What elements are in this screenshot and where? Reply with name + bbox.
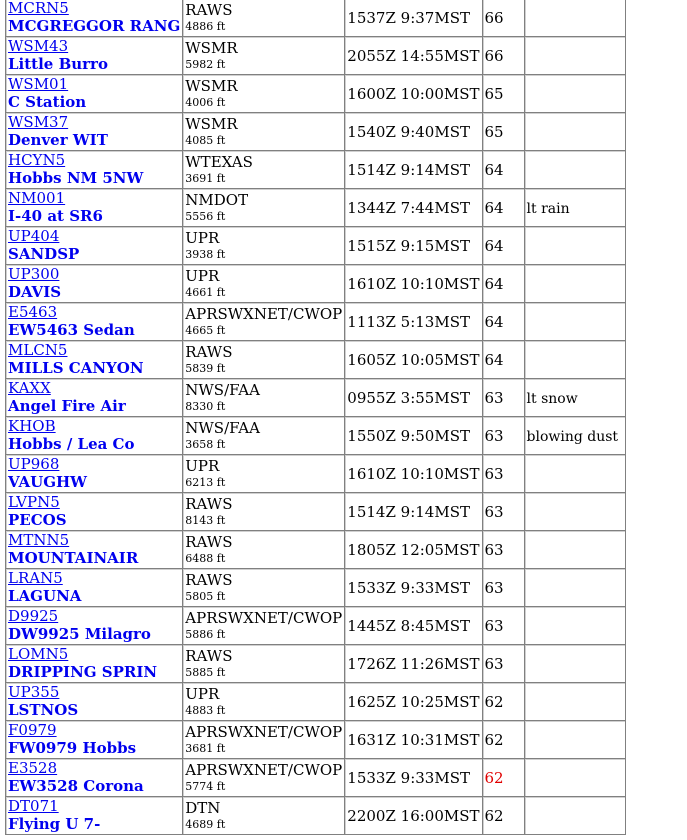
value-text: 64 (484, 351, 504, 369)
station-cell (6, 569, 183, 607)
network-cell (183, 759, 345, 797)
value-text: 66 (484, 9, 504, 27)
network-name: APRSWXNET/CWOP (185, 760, 343, 779)
station-id-link[interactable]: MTNN5 (8, 531, 70, 549)
network-cell (183, 0, 345, 37)
station-name: PECOS (8, 511, 67, 529)
weather-cell (525, 455, 626, 493)
station-cell (6, 645, 183, 683)
station-elevation: 5886 ft (185, 627, 226, 641)
value-cell (483, 265, 525, 303)
observations-table (5, 0, 626, 835)
station-elevation: 8330 ft (185, 399, 226, 413)
station-cell (6, 113, 183, 151)
weather-cell (525, 645, 626, 683)
observation-time (345, 683, 482, 721)
network-name: RAWS (185, 342, 233, 361)
observation-time (345, 113, 482, 151)
value-cell (483, 151, 525, 189)
time-text: 1515Z 9:15MST (347, 237, 470, 255)
time-text: 1726Z 11:26MST (347, 655, 480, 673)
station-name: EW3528 Corona (8, 777, 144, 795)
network-name: RAWS (185, 532, 233, 551)
station-row (6, 227, 626, 265)
weather-cell (525, 0, 626, 37)
station-id-link[interactable]: F0979 (8, 721, 57, 739)
station-row (6, 493, 626, 531)
network-cell (183, 37, 345, 75)
station-id-link[interactable]: WSM43 (8, 37, 69, 55)
time-text: 1344Z 7:44MST (347, 199, 470, 217)
station-elevation: 5556 ft (185, 209, 226, 223)
value-text: 64 (484, 237, 504, 255)
time-text: 1514Z 9:14MST (347, 161, 470, 179)
value-text: 63 (484, 617, 504, 635)
time-text: 1610Z 10:10MST (347, 465, 480, 483)
network-name: NWS/FAA (185, 380, 260, 399)
observation-time (345, 151, 482, 189)
time-text: 1540Z 9:40MST (347, 123, 470, 141)
network-name: APRSWXNET/CWOP (185, 608, 343, 627)
network-name: RAWS (185, 570, 233, 589)
weather-cell (525, 113, 626, 151)
weather-text: blowing dust (526, 429, 619, 445)
value-cell (483, 417, 525, 455)
time-text: 1537Z 9:37MST (347, 9, 470, 27)
station-id-link[interactable]: UP968 (8, 455, 60, 473)
station-id-link[interactable]: DT071 (8, 797, 59, 815)
station-elevation: 4883 ft (185, 703, 226, 717)
station-id-link[interactable]: E5463 (8, 303, 58, 321)
station-elevation: 3681 ft (185, 741, 226, 755)
weather-cell (525, 531, 626, 569)
value-text: 63 (484, 427, 504, 445)
observation-time (345, 493, 482, 531)
value-cell (483, 379, 525, 417)
time-text: 2055Z 14:55MST (347, 47, 480, 65)
station-name: LAGUNA (8, 587, 82, 605)
station-id-link[interactable]: WSM01 (8, 75, 69, 93)
value-cell (483, 37, 525, 75)
network-name: UPR (185, 266, 220, 285)
station-elevation: 5982 ft (185, 57, 226, 71)
station-row (6, 569, 626, 607)
observations-body (6, 0, 626, 835)
network-cell (183, 303, 345, 341)
station-id-link[interactable]: NM001 (8, 189, 66, 207)
station-row (6, 683, 626, 721)
station-cell (6, 455, 183, 493)
station-cell (6, 607, 183, 645)
station-name: VAUGHW (8, 473, 88, 491)
weather-text: lt snow (526, 391, 578, 407)
station-elevation: 5805 ft (185, 589, 226, 603)
network-name: RAWS (185, 646, 233, 665)
station-cell (6, 151, 183, 189)
station-cell (6, 721, 183, 759)
network-cell (183, 379, 345, 417)
station-name: SANDSP (8, 245, 80, 263)
value-cell (483, 113, 525, 151)
weather-cell (525, 797, 626, 835)
observation-time (345, 569, 482, 607)
station-row (6, 265, 626, 303)
network-cell (183, 455, 345, 493)
value-cell (483, 797, 525, 835)
station-name: MILLS CANYON (8, 359, 144, 377)
weather-cell (525, 607, 626, 645)
station-row (6, 113, 626, 151)
observation-time (345, 303, 482, 341)
station-name: Flying U 7- (8, 815, 101, 833)
weather-cell (525, 265, 626, 303)
value-text: 63 (484, 579, 504, 597)
network-cell (183, 75, 345, 113)
station-row (6, 341, 626, 379)
station-row (6, 379, 626, 417)
station-cell (6, 531, 183, 569)
network-cell (183, 797, 345, 835)
station-elevation: 4886 ft (185, 19, 226, 33)
network-name: WTEXAS (185, 152, 253, 171)
time-text: 1600Z 10:00MST (347, 85, 480, 103)
station-row (6, 0, 626, 37)
network-name: RAWS (185, 494, 233, 513)
observation-time (345, 37, 482, 75)
station-name: I-40 at SR6 (8, 207, 103, 225)
station-name: Angel Fire Air (8, 397, 126, 415)
network-cell (183, 265, 345, 303)
value-text: 66 (484, 47, 504, 65)
value-cell (483, 303, 525, 341)
value-text: 63 (484, 655, 504, 673)
station-name: DAVIS (8, 283, 62, 301)
observation-time (345, 531, 482, 569)
station-name: DW9925 Milagro (8, 625, 151, 643)
station-id-link[interactable]: WSM37 (8, 113, 69, 131)
station-row (6, 607, 626, 645)
station-id-link[interactable]: LOMN5 (8, 645, 69, 663)
station-elevation: 5839 ft (185, 361, 226, 375)
station-row (6, 37, 626, 75)
time-text: 2200Z 16:00MST (347, 807, 480, 825)
weather-cell (525, 569, 626, 607)
station-name: EW5463 Sedan (8, 321, 135, 339)
weather-cell (525, 341, 626, 379)
observation-time (345, 455, 482, 493)
station-elevation: 5885 ft (185, 665, 226, 679)
network-cell (183, 721, 345, 759)
station-row (6, 455, 626, 493)
network-name: APRSWXNET/CWOP (185, 304, 343, 323)
network-cell (183, 151, 345, 189)
network-cell (183, 569, 345, 607)
network-name: WSMR (185, 114, 238, 133)
station-elevation: 4085 ft (185, 133, 226, 147)
weather-cell (525, 75, 626, 113)
station-elevation: 5774 ft (185, 779, 226, 793)
value-cell (483, 531, 525, 569)
station-id-link[interactable]: MCRN5 (8, 0, 69, 17)
station-cell (6, 797, 183, 835)
weather-cell (525, 683, 626, 721)
observation-time (345, 797, 482, 835)
value-cell (483, 0, 525, 37)
network-name: WSMR (185, 38, 238, 57)
value-cell (483, 759, 525, 797)
time-text: 1533Z 9:33MST (347, 769, 470, 787)
value-cell (483, 569, 525, 607)
network-name: NWS/FAA (185, 418, 260, 437)
network-cell (183, 493, 345, 531)
station-cell (6, 75, 183, 113)
station-row (6, 151, 626, 189)
network-cell (183, 607, 345, 645)
weather-cell (525, 493, 626, 531)
time-text: 1533Z 9:33MST (347, 579, 470, 597)
observation-time (345, 759, 482, 797)
weather-cell (525, 189, 626, 227)
station-name: FW0979 Hobbs (8, 739, 137, 757)
time-text: 1550Z 9:50MST (347, 427, 470, 445)
value-text: 62 (484, 693, 504, 711)
observation-time (345, 227, 482, 265)
value-text: 62 (484, 731, 504, 749)
station-elevation: 6213 ft (185, 475, 226, 489)
value-text: 62 (484, 807, 504, 825)
time-text: 0955Z 3:55MST (347, 389, 470, 407)
station-name: MOUNTAINAIR (8, 549, 139, 567)
station-elevation: 4006 ft (185, 95, 226, 109)
network-name: DTN (185, 798, 221, 817)
observation-time (345, 189, 482, 227)
network-name: NMDOT (185, 190, 249, 209)
value-text: 63 (484, 389, 504, 407)
station-name: Denver WIT (8, 131, 108, 149)
time-text: 1631Z 10:31MST (347, 731, 480, 749)
time-text: 1805Z 12:05MST (347, 541, 480, 559)
value-cell (483, 721, 525, 759)
station-name: LSTNOS (8, 701, 79, 719)
station-row (6, 417, 626, 455)
station-cell (6, 227, 183, 265)
station-cell (6, 37, 183, 75)
observation-time (345, 645, 482, 683)
station-cell (6, 303, 183, 341)
station-row (6, 75, 626, 113)
value-text: 64 (484, 161, 504, 179)
value-text: 62 (484, 769, 504, 787)
time-text: 1113Z 5:13MST (347, 313, 470, 331)
station-id-link[interactable]: UP404 (8, 227, 60, 245)
station-row (6, 797, 626, 835)
network-cell (183, 189, 345, 227)
station-id-link[interactable]: UP355 (8, 683, 60, 701)
station-cell (6, 341, 183, 379)
network-name: UPR (185, 684, 220, 703)
station-id-link[interactable]: HCYN5 (8, 151, 66, 169)
network-cell (183, 417, 345, 455)
observation-time (345, 0, 482, 37)
station-row (6, 721, 626, 759)
station-id-link[interactable]: KHOB (8, 417, 56, 435)
value-text: 64 (484, 275, 504, 293)
value-text: 64 (484, 313, 504, 331)
weather-cell (525, 417, 626, 455)
station-elevation: 4689 ft (185, 817, 226, 831)
station-name: MCGREGGOR RANG (8, 17, 181, 35)
station-row (6, 189, 626, 227)
value-text: 65 (484, 123, 504, 141)
station-row (6, 759, 626, 797)
value-cell (483, 493, 525, 531)
station-name: DRIPPING SPRIN (8, 663, 158, 681)
weather-cell (525, 721, 626, 759)
observation-time (345, 75, 482, 113)
weather-cell (525, 227, 626, 265)
station-cell (6, 189, 183, 227)
value-text: 63 (484, 541, 504, 559)
station-id-link[interactable]: UP300 (8, 265, 60, 283)
value-cell (483, 645, 525, 683)
station-id-link[interactable]: LRAN5 (8, 569, 63, 587)
station-id-link[interactable]: MLCN5 (8, 341, 68, 359)
value-cell (483, 189, 525, 227)
station-cell (6, 493, 183, 531)
value-cell (483, 75, 525, 113)
station-id-link[interactable]: D9925 (8, 607, 59, 625)
station-cell (6, 0, 183, 37)
value-text: 64 (484, 199, 504, 217)
value-cell (483, 227, 525, 265)
station-id-link[interactable]: E3528 (8, 759, 58, 777)
network-cell (183, 531, 345, 569)
weather-text: lt rain (526, 201, 570, 217)
station-cell (6, 683, 183, 721)
time-text: 1625Z 10:25MST (347, 693, 480, 711)
station-elevation: 3658 ft (185, 437, 226, 451)
observation-time (345, 265, 482, 303)
value-text: 65 (484, 85, 504, 103)
station-id-link[interactable]: LVPN5 (8, 493, 60, 511)
value-cell (483, 683, 525, 721)
network-cell (183, 227, 345, 265)
station-name: Hobbs NM 5NW (8, 169, 144, 187)
weather-cell (525, 379, 626, 417)
time-text: 1514Z 9:14MST (347, 503, 470, 521)
network-cell (183, 341, 345, 379)
network-name: APRSWXNET/CWOP (185, 722, 343, 741)
weather-cell (525, 759, 626, 797)
station-name: Hobbs / Lea Co (8, 435, 135, 453)
station-row (6, 645, 626, 683)
station-elevation: 3691 ft (185, 171, 226, 185)
station-elevation: 4665 ft (185, 323, 226, 337)
value-cell (483, 455, 525, 493)
observation-time (345, 379, 482, 417)
station-elevation: 3938 ft (185, 247, 226, 261)
value-text: 63 (484, 465, 504, 483)
network-cell (183, 683, 345, 721)
weather-cell (525, 303, 626, 341)
observation-time (345, 721, 482, 759)
station-id-link[interactable]: KAXX (8, 379, 51, 397)
station-row (6, 303, 626, 341)
station-cell (6, 759, 183, 797)
network-name: RAWS (185, 0, 233, 19)
station-elevation: 4661 ft (185, 285, 226, 299)
weather-cell (525, 151, 626, 189)
network-name: UPR (185, 456, 220, 475)
network-name: WSMR (185, 76, 238, 95)
value-cell (483, 607, 525, 645)
station-name: Little Burro (8, 55, 108, 73)
station-row (6, 531, 626, 569)
network-name: UPR (185, 228, 220, 247)
time-text: 1610Z 10:10MST (347, 275, 480, 293)
observation-time (345, 607, 482, 645)
time-text: 1605Z 10:05MST (347, 351, 480, 369)
station-cell (6, 379, 183, 417)
network-cell (183, 113, 345, 151)
station-elevation: 6488 ft (185, 551, 226, 565)
network-cell (183, 645, 345, 683)
time-text: 1445Z 8:45MST (347, 617, 470, 635)
value-text: 63 (484, 503, 504, 521)
weather-cell (525, 37, 626, 75)
station-cell (6, 265, 183, 303)
value-cell (483, 341, 525, 379)
station-elevation: 8143 ft (185, 513, 226, 527)
observation-time (345, 417, 482, 455)
station-cell (6, 417, 183, 455)
station-name: C Station (8, 93, 87, 111)
observation-time (345, 341, 482, 379)
